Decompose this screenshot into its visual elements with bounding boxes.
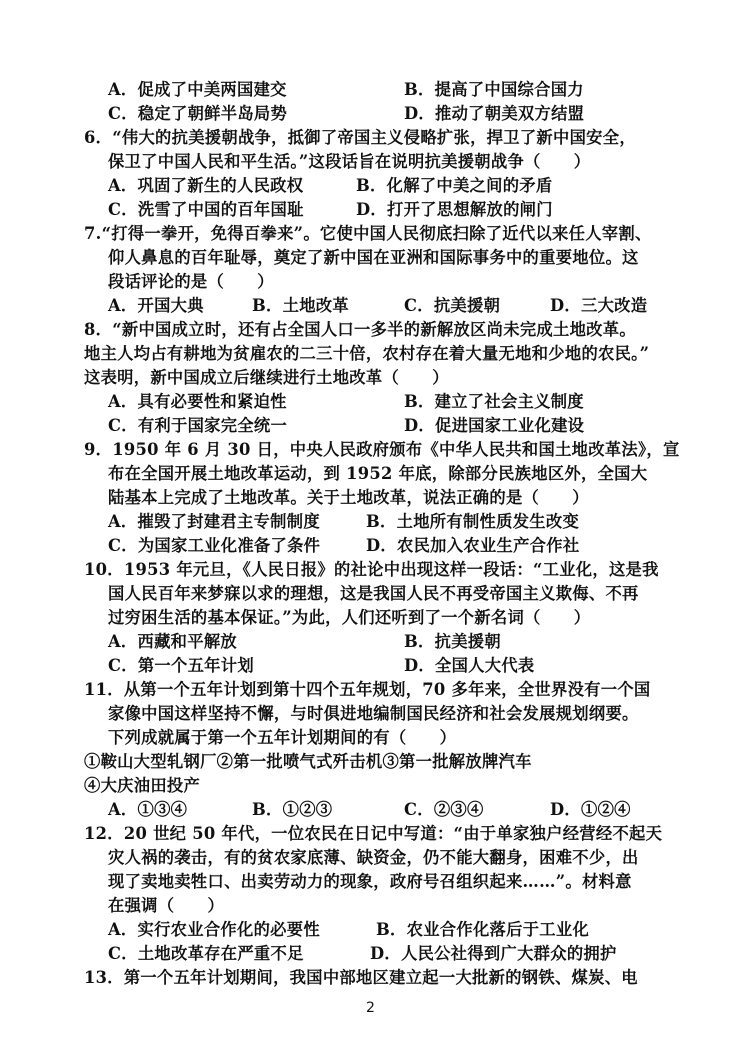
q8-stem-1: 8．“新中国成立时，还有占全国人口一多半的新解放区尚未完成土地改革。 — [84, 320, 636, 339]
q11-stem-3: 下列成就属于第一个五年计划期间的有（ ） — [108, 728, 457, 747]
q7-option-b: B．土地改革 — [252, 296, 349, 315]
q9-option-c: C．为国家工业化准备了条件 — [108, 536, 321, 555]
q11-option-d: D．①②④ — [550, 800, 631, 819]
q12-stem-4: 在强调（ ） — [108, 896, 225, 915]
q6-stem-1: 6．“伟大的抗美援朝战争，抵御了帝国主义侵略扩张，捍卫了新中国安全， — [84, 128, 636, 147]
q9-stem-1: 9．1950 年 6 月 30 日，中央人民政府颁布《中华人民共和国土地改革法》，宣 — [84, 440, 680, 459]
q9-option-b: B．土地所有制性质发生改变 — [366, 512, 580, 531]
q10-stem-1: 10．1953 年元旦，《人民日报》的社论中出现这样一段话：“工业化，这是我 — [84, 560, 659, 579]
option-c-prev: C．稳定了朝鲜半岛局势 — [108, 104, 288, 123]
q11-stem-2: 家像中国这样坚持不懈，与时俱进地编制国民经济和社会发展规划纲要。 — [108, 704, 639, 723]
q9-option-d: D．农民加入农业生产合作社 — [366, 536, 580, 555]
q7-option-a: A．开国大典 — [108, 296, 204, 315]
q6-option-b: B．化解了中美之间的矛盾 — [356, 176, 553, 195]
q12-option-c: C．土地改革存在严重不足 — [108, 944, 304, 963]
option-a-prev: A．促成了中美两国建交 — [108, 80, 287, 99]
q8-option-c: C．有利于国家完全统一 — [108, 416, 288, 435]
q8-option-b: B．建立了社会主义制度 — [404, 392, 584, 411]
option-d-prev: D．推动了朝美双方结盟 — [404, 104, 585, 123]
q7-stem-1: 7.“打得一拳开，免得百拳来”。它使中国人民彻底扫除了近代以来任人宰割、 — [84, 224, 652, 243]
q7-option-d: D．三大改造 — [550, 296, 648, 315]
q11-option-a: A．①③④ — [108, 800, 188, 819]
q11-option-b: B．①②③ — [252, 800, 333, 819]
q8-stem-3: 这表明，新中国成立后继续进行土地改革（ ） — [84, 368, 449, 387]
q12-option-b: B．农业合作化落后于工业化 — [376, 920, 590, 939]
q12-stem-2: 灾人祸的袭击，有的贫农家底薄、缺资金，仍不能大翻身，困难不少，出 — [108, 848, 639, 867]
q12-option-d: D．人民公社得到广大群众的拥护 — [370, 944, 617, 963]
q6-option-d: D．打开了思想解放的闸门 — [356, 200, 553, 219]
q11-items-1: ①鞍山大型轧钢厂②第一批喷气式歼击机③第一批解放牌汽车 — [84, 752, 532, 771]
q7-option-c: C．抗美援朝 — [404, 296, 501, 315]
q12-stem-3: 现了卖地卖牲口、出卖劳动力的现象，政府号召组织起来……”。材料意 — [108, 872, 632, 891]
page-number: 2 — [366, 1000, 375, 1016]
q11-option-c: C．②③④ — [404, 800, 484, 819]
q9-stem-2: 布在全国开展土地改革运动，到 1952 年底，除部分民族地区外，全国大 — [108, 464, 648, 483]
q12-option-a: A．实行农业合作化的必要性 — [108, 920, 320, 939]
q8-stem-2: 地主人均占有耕地为贫雇农的二三十倍，农村存在着大量无地和少地的农民。” — [84, 344, 650, 363]
q7-stem-2: 仰人鼻息的百年耻辱，奠定了新中国在亚洲和国际事务中的重要地位。这 — [108, 248, 639, 267]
q8-option-a: A．具有必要性和紧迫性 — [108, 392, 287, 411]
q13-stem-1: 13．第一个五年计划期间，我国中部地区建立起一大批新的钢铁、煤炭、电 — [84, 968, 638, 987]
q10-option-c: C．第一个五年计划 — [108, 656, 254, 675]
q7-stem-3: 段话评论的是（ ） — [108, 272, 274, 291]
q9-stem-3: 陆基本上完成了土地改革。关于土地改革，说法正确的是（ ） — [108, 488, 589, 507]
q11-items-2: ④大庆油田投产 — [84, 776, 201, 795]
q6-option-c: C．洗雪了中国的百年国耻 — [108, 200, 304, 219]
q10-option-d: D．全国人大代表 — [404, 656, 535, 675]
q11-stem-1: 11．从第一个五年计划到第十四个五年规划，70 多年来，全世界没有一个国 — [84, 680, 651, 699]
q10-option-a: A．西藏和平解放 — [108, 632, 238, 651]
q8-option-d: D．促进国家工业化建设 — [404, 416, 585, 435]
option-b-prev: B．提高了中国综合国力 — [404, 80, 584, 99]
q6-option-a: A．巩固了新生的人民政权 — [108, 176, 304, 195]
q10-option-b: B．抗美援朝 — [404, 632, 501, 651]
q9-option-a: A．摧毁了封建君主专制制度 — [108, 512, 320, 531]
q10-stem-3: 过穷困生活的基本保证。”为此，人们还听到了一个新名词（ ） — [108, 608, 591, 627]
q10-stem-2: 国人民百年来梦寐以求的理想，这是我国人民不再受帝国主义欺侮、不再 — [108, 584, 639, 603]
q6-stem-2: 保卫了中国人民和平生活。”这段话旨在说明抗美援朝战争（ ） — [108, 152, 591, 171]
q12-stem-1: 12．20 世纪 50 年代，一位农民在日记中写道：“由于单家独户经营经不起天 — [84, 824, 663, 843]
